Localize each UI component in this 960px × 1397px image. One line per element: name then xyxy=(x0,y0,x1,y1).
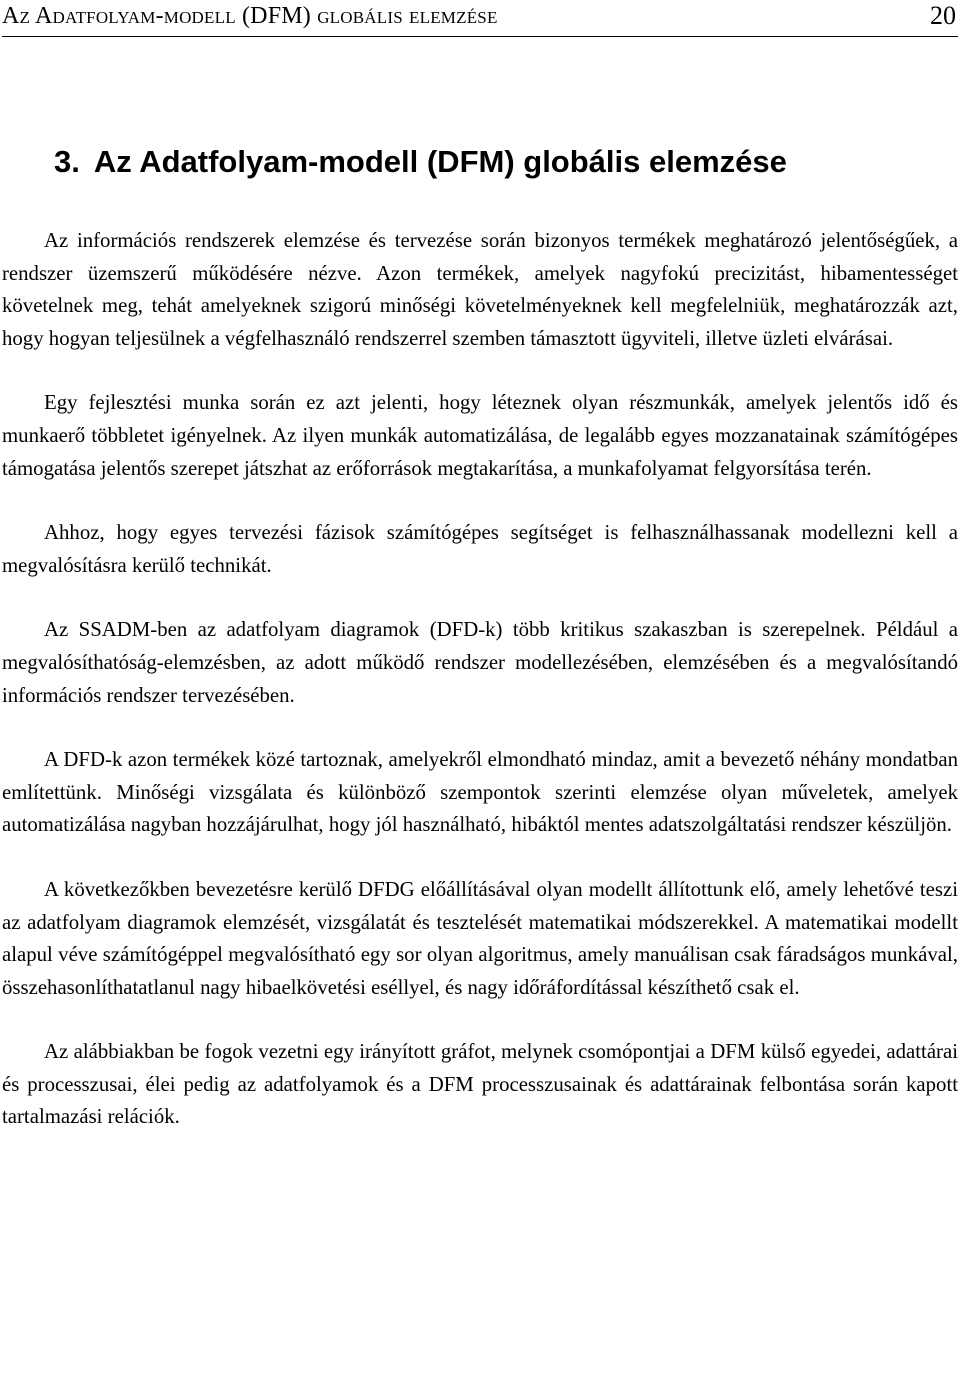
running-header-title: Az Adatfolyam-modell (DFM) globális elemzése xyxy=(2,3,498,29)
paragraph-2: Egy fejlesztési munka során ez azt jelenti, hogy léteznek olyan részmunkák, amelyek jelentős idő és munkaerő többletet igényelnek. Az ilyen munkák automatizálása, de legalább egyes mozzanatainak számítógépes támogatása jelentős szerepet játszhat az erőforrások megtakarítása, a munkafolyamat felgyorsítása terén. xyxy=(2,391,958,480)
paragraph-1: Az információs rendszerek elemzése és tervezése során bizonyos termékek meghatározó jelentőségűek, a rendszer üzemszerű működésére nézve. Azon termékek, amelyek nagyfokú precizitást, hibamentességet követelnek meg, tehát amelyeknek szigorú minőségi követelményeknek kell megfelelniük, meghatározzák azt, hogy hogyan teljesülnek a végfelhasználó rendszerrel szemben támasztott ügyviteli, illetve üzleti elvárásai. xyxy=(2,229,958,350)
running-header xyxy=(2,2,958,37)
chapter-number: 3. xyxy=(54,144,80,179)
body-text xyxy=(2,225,958,1134)
page-number: 20 xyxy=(930,1,956,30)
chapter-title-text: Az Adatfolyam-modell (DFM) globális elemzése xyxy=(93,144,787,179)
paragraph-3: Ahhoz, hogy egyes tervezési fázisok számítógépes segítséget is felhasználhassanak modellezni kell a megvalósításra kerülő technikát. xyxy=(2,521,958,577)
paragraph-7: Az alábbiakban be fogok vezetni egy irányított gráfot, melynek csomópontjai a DFM külső egyedei, adattárai és processzusai, élei pedig az adatfolyamok és a DFM processzusainak és adattárainak felbontása során kapott tartalmazási relációk. xyxy=(2,1040,958,1129)
paragraph-5: A DFD-k azon termékek közé tartoznak, amelyekről elmondható mindaz, amit a bevezető néhány mondatban említettünk. Minőségi vizsgálata és különböző szempontok szerinti elemzése olyan műveletek, amelyek automatizálása nagyban hozzájárulhat, hogy jól használható, hibáktól mentes adatszolgáltatási rendszer készüljön. xyxy=(2,748,958,837)
paragraph-4: Az SSADM-ben az adatfolyam diagramok (DFD-k) több kritikus szakaszban is szerepelnek. Például a megvalósíthatóság-elemzésben, az adott működő rendszer modellezésében, elemzésében és a megvalósítandó információs rendszer tervezésében. xyxy=(2,618,958,707)
paragraph-6: A következőkben bevezetésre kerülő DFDG előállításával olyan modellt állítottunk elő, amely lehetővé teszi az adatfolyam diagramok elemzését, vizsgálatát és tesztelését matematikai módszerekkel. A matematikai modellt alapul véve számítógéppel megvalósítható egy sor olyan algoritmus, amely manuálisan csak fáradságos munkával, összehasonlíthatatlanul nagy hibaelkövetési eséllyel, és nagy időráfordítással készíthető csak el. xyxy=(2,877,958,999)
document-page xyxy=(2,0,958,1134)
chapter-title xyxy=(54,142,958,182)
